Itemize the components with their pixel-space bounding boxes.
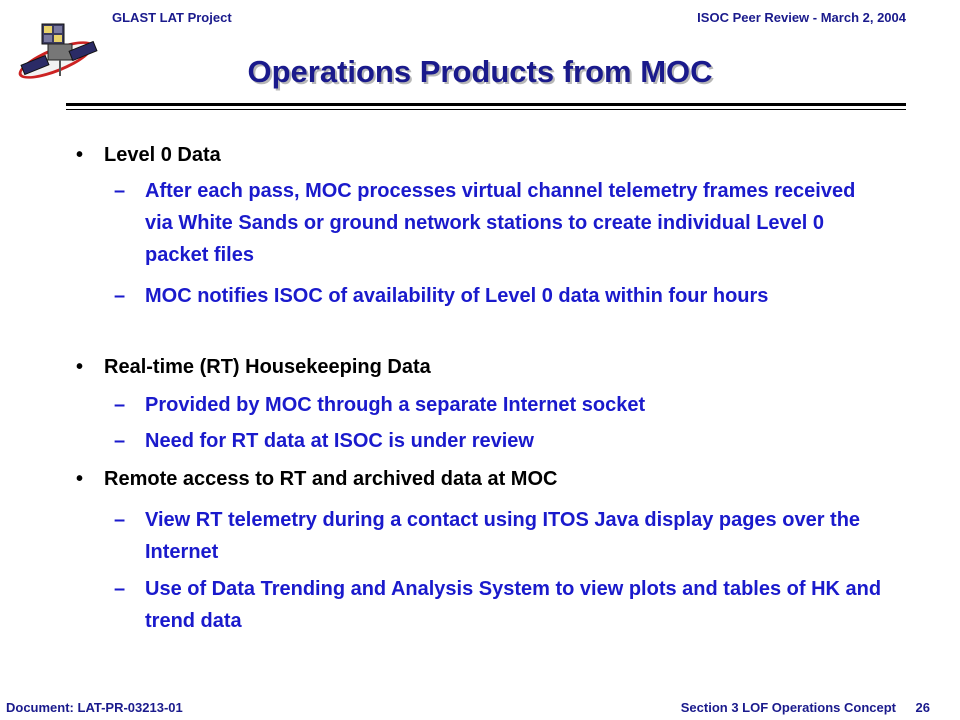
sub-bullet-dash: –	[114, 430, 126, 452]
bullet-dot: •	[76, 356, 84, 378]
bullet-dot: •	[76, 468, 84, 490]
bullet-text: Real-time (RT) Housekeeping Data	[104, 356, 431, 378]
sub-bullet-dash: –	[114, 509, 126, 531]
sub-bullet-text: Need for RT data at ISOC is under review	[145, 430, 534, 452]
sub-bullet-dash: –	[114, 394, 126, 416]
header-project: GLAST LAT Project	[112, 10, 232, 25]
sub-bullet-text: Provided by MOC through a separate Internet socket	[145, 394, 646, 416]
sub-bullet-text: View RT telemetry during a contact using ITOS Java display pages over the Internet	[145, 509, 861, 563]
bullet-text: Level 0 Data	[104, 144, 221, 166]
sub-bullet-text: Use of Data Trending and Analysis System to view plots and tables of HK and trend data	[145, 578, 882, 632]
footer-page-number: 26	[915, 700, 930, 715]
footer-section: Section 3 LOF Operations Concept	[680, 700, 896, 715]
sub-bullet-dash: –	[114, 578, 126, 600]
bullet-dot: •	[76, 144, 84, 166]
sub-bullet-text: After each pass, MOC processes virtual channel telemetry frames received via White Sands or ground network stations to create individual Level 0 packet files	[145, 180, 856, 266]
bullet-text: Remote access to RT and archived data at MOC	[104, 468, 558, 490]
sub-bullet-dash: –	[114, 285, 126, 307]
header-event: ISOC Peer Review - March 2, 2004	[697, 10, 906, 25]
footer-document: Document: LAT-PR-03213-01	[6, 700, 183, 715]
sub-bullet-dash: –	[114, 180, 126, 202]
sub-bullet-text: MOC notifies ISOC of availability of Level 0 data within four hours	[145, 285, 769, 307]
slide-title: Operations Products from MOC	[247, 54, 713, 89]
